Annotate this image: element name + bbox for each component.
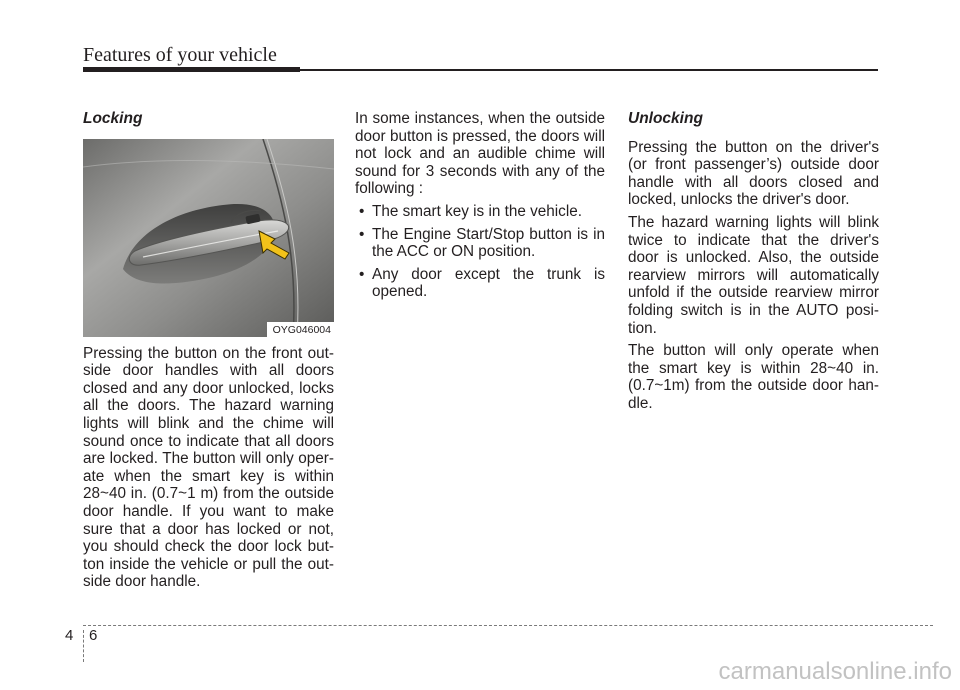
conditions-list [355, 203, 605, 301]
page-header-title: Features of your vehicle [83, 44, 277, 66]
unlocking-paragraph-1: Pressing the button on the driver's (or front passenger’s) outside door handle with all doors closed and locked, unlocks the driver's door. [628, 138, 879, 209]
column-unlocking [628, 110, 879, 418]
page-number-divider [83, 630, 84, 662]
list-item: • Any door except the trunk is opened. [355, 266, 605, 301]
watermark: carmanualsonline.info [718, 658, 952, 685]
list-item: • The smart key is in the vehicle. [355, 203, 605, 221]
header-rule-thin [300, 69, 878, 71]
list-item: • The Engine Start/Stop button is in the ACC or ON position. [355, 226, 605, 261]
locking-paragraph: Pressing the button on the front out-side door handles with all doors closed and any door unlocked, locks all the doors. The hazard warning lights will blink and the chime will sound once to indicate that all doors are locked. The button will only oper-ate when the smart key is within 28~40 in. (0.7~1 m) from the outside door handle. If you want to make sure that a door has locked or not, you should check the door lock but-ton inside the vehicle or pull the out-side door handle. [83, 344, 334, 591]
unlocking-paragraph-3: The button will only operate when the smart key is within 28~40 in. (0.7~1m) from the outside door han-dle. [628, 342, 879, 412]
image-code-label: OYG046004 [267, 322, 334, 337]
locking-heading: Locking [83, 110, 143, 127]
door-handle-photo [83, 139, 334, 337]
instances-intro: In some instances, when the outside door button is pressed, the doors will not lock and an audible chime will sound for 3 seconds with any of the following : [355, 110, 605, 198]
unlocking-heading: Unlocking [628, 110, 703, 127]
unlocking-paragraph-2: The hazard warning lights will blink twice to indicate that the driver's door is unlocked. Also, the outside rearview mirrors will automatically unfold if the outside rearview mirror folding switch is in the AUTO posi-tion. [628, 213, 879, 337]
chapter-number: 4 [65, 627, 74, 644]
footer-divider [83, 625, 933, 626]
column-instances [355, 110, 605, 306]
header-rule-thick [83, 67, 300, 72]
column-locking [83, 110, 334, 596]
door-handle-illustration [83, 139, 334, 337]
page-number: 6 [89, 627, 98, 644]
